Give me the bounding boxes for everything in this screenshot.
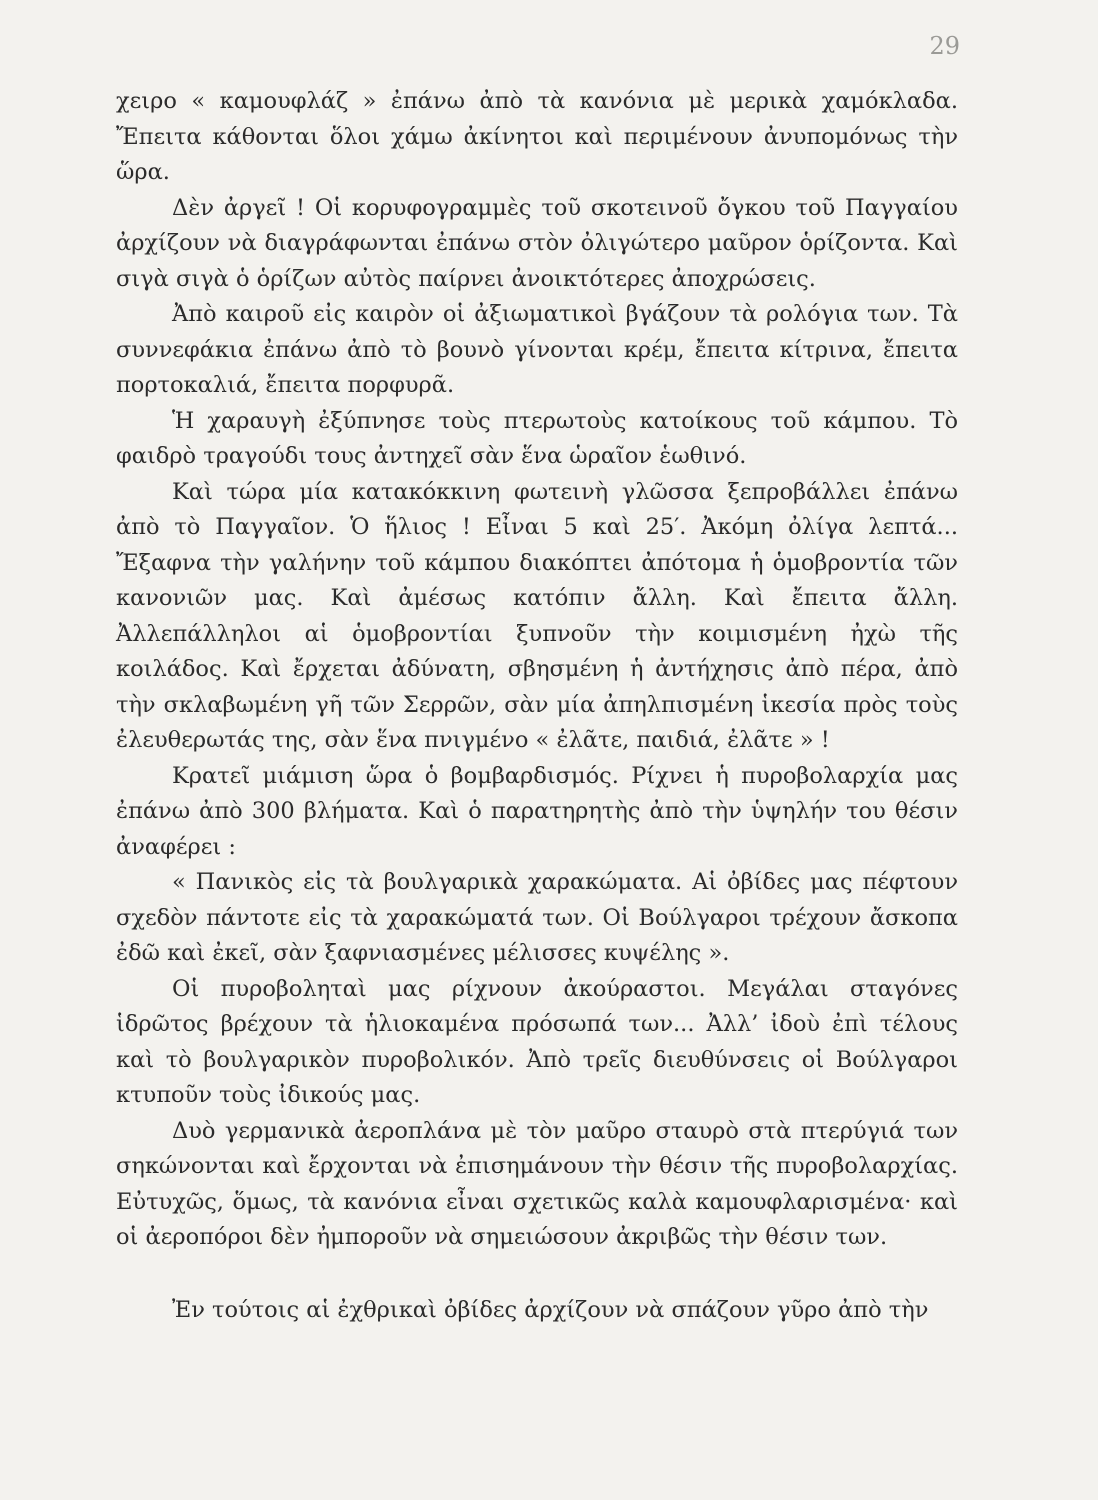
body-text xyxy=(116,84,958,1328)
paragraph: « Πανικὸς εἰς τὰ βουλγαρικὰ χαρακώματα. Αἱ ὀβίδες μας πέφτουν σχεδὸν πάντοτε εἰς τὰ χαρακώματά των. Οἱ Βούλγαροι τρέχουν ἄσκοπα ἐδῶ καὶ ἐκεῖ, σὰν ξαφνιασμένες μέλισσες κυψέλης ». xyxy=(116,869,958,966)
paragraph: Ἡ χαραυγὴ ἐξύπνησε τοὺς πτερωτοὺς κατοίκους τοῦ κάμπου. Τὸ φαιδρὸ τραγούδι τους ἀντηχεῖ σὰν ἕνα ὡραῖον ἑωθινό. xyxy=(116,407,958,469)
paragraph: Δὲν ἀργεῖ ! Οἱ κορυφογραμμὲς τοῦ σκοτεινοῦ ὄγκου τοῦ Παγγαίου ἀρχίζουν νὰ διαγράφωνται ἐπάνω στὸν ὀλιγώτερο μαῦρον ὁρίζοντα. Καὶ σιγὰ σιγὰ ὁ ὁρίζων αὐτὸς παίρνει ἀνοικτότερες ἀποχρώσεις. xyxy=(116,194,958,292)
paragraph: Καὶ τώρα μία κατακόκκινη φωτεινὴ γλῶσσα ξεπροβάλλει ἐπάνω ἀπὸ τὸ Παγγαῖον. Ὁ ἥλιος ! Εἶναι 5 καὶ 25′. Ἀκόμη ὀλίγα λεπτά... Ἔξαφνα τὴν γαλήνην τοῦ κάμπου διακόπτει ἀπότομα ἡ ὁμοβροντία τῶν κανονιῶν μας. Καὶ ἀμέσως κατόπιν ἄλλη. Καὶ ἔπειτα ἄλλη. Ἀλλεπάλληλοι αἱ ὁμοβροντίαι ξυπνοῦν τὴν κοιμισμένη ἠχὼ τῆς κοιλάδος. Καὶ ἔρχεται ἀδύνατη, σβησμένη ἡ ἀντήχησις ἀπὸ πέρα, ἀπὸ τὴν σκλαβωμένη γῆ τῶν Σερρῶν, σὰν μία ἀπηλπισμένη ἱκεσία πρὸς τοὺς ἐλευθερωτάς της, σὰν ἕνα πνιγμένο « ἐλᾶτε, παιδιά, ἐλᾶτε » ! xyxy=(116,478,958,753)
paragraph: Ἀπὸ καιροῦ εἰς καιρὸν οἱ ἀξιωματικοὶ βγάζουν τὰ ρολόγια των. Τὰ συννεφάκια ἐπάνω ἀπὸ τὸ βουνὸ γίνονται κρέμ, ἔπειτα κίτρινα, ἔπειτα πορτοκαλιά, ἔπειτα πορφυρᾶ. xyxy=(116,301,958,398)
paragraph: Οἱ πυροβοληταὶ μας ρίχνουν ἀκούραστοι. Μεγάλαι σταγόνες ἱδρῶτος βρέχουν τὰ ἡλιοκαμένα πρόσωπά των... Ἀλλ’ ἰδοὺ ἐπὶ τέλους καὶ τὸ βουλγαρικὸν πυροβολικόν. Ἀπὸ τρεῖς διευθύνσεις οἱ Βούλγαροι κτυποῦν τοὺς ἰδικούς μας. xyxy=(116,975,958,1108)
paragraph: Ἐν τούτοις αἱ ἐχθρικαὶ ὀβίδες ἀρχίζουν νὰ σπάζουν γῦρο ἀπὸ τὴν xyxy=(172,1296,929,1323)
paragraph: Δυὸ γερμανικὰ ἀεροπλάνα μὲ τὸν μαῦρο σταυρὸ στὰ πτερύγιά των σηκώνονται καὶ ἔρχονται νὰ ἐπισημάνουν τὴν θέσιν τῆς πυροβολαρχίας. Εὐτυχῶς, ὅμως, τὰ κανόνια εἶναι σχετικῶς καλὰ καμουφλαρισμένα· καὶ οἱ ἀεροπόροι δὲν ἠμποροῦν νὰ σημειώσουν ἀκριβῶς τὴν θέσιν των. xyxy=(116,1117,958,1250)
paragraph: Κρατεῖ μιάμιση ὥρα ὁ βομβαρδισμός. Ρίχνει ἡ πυροβολαρχία μας ἐπάνω ἀπὸ 300 βλήματα. Καὶ ὁ παρατηρητὴς ἀπὸ τὴν ὑψηλήν του θέσιν ἀναφέρει : xyxy=(116,762,958,860)
page-number: 29 xyxy=(929,32,960,60)
paragraph: χειρο « καμουφλάζ » ἐπάνω ἀπὸ τὰ κανόνια μὲ μερικὰ χαμόκλαδα. Ἔπειτα κάθονται ὅλοι χάμω ἀκίνητοι καὶ περιμένουν ἀνυπομόνως τὴν ὥρα. xyxy=(116,88,958,185)
